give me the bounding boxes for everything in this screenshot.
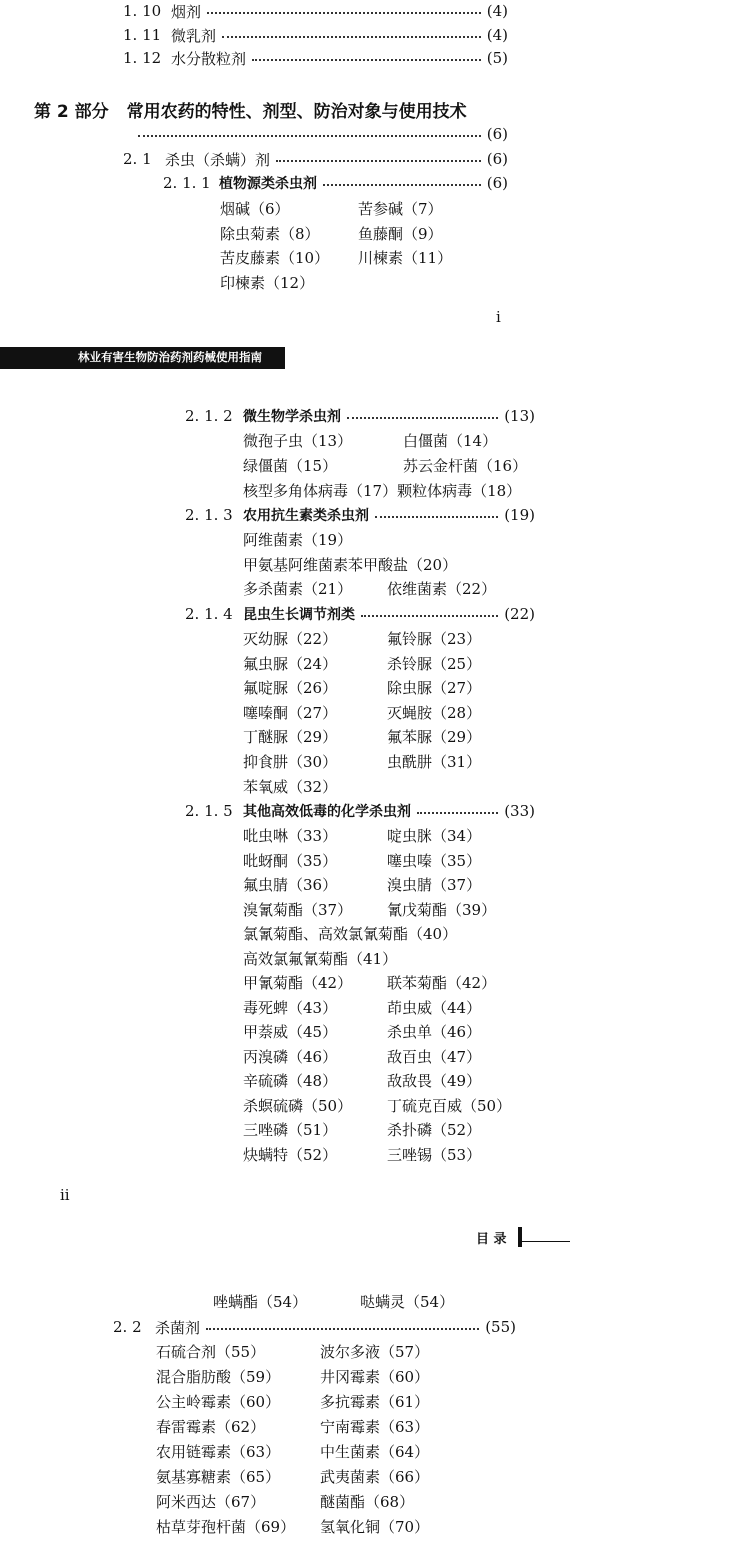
dot-leader [375,516,498,518]
toc-title: 微生物学杀虫剂 [243,409,341,425]
part2-page: (6) [486,125,508,143]
toc-entry: 白僵菌（14） [403,432,498,450]
toc-entry: 氟虫脲（24） [243,654,338,673]
toc-entry: 杀螟硫磷（50） [243,1096,353,1115]
toc-sec-2-1-4 [185,603,535,625]
part2-title: 常用农药的特性、剂型、防治对象与使用技术 [126,101,467,122]
toc-entry: 敌敌畏（49） [387,1072,482,1090]
dot-leader [417,812,498,814]
dot-leader [138,135,481,137]
toc-sec-2-1 [123,148,508,170]
toc-num: 1. 11 [123,26,162,44]
toc-entry: 联苯菊酯（42） [387,974,497,992]
toc-title: 杀菌剂 [155,1318,201,1337]
toc-part2-leader-row [138,123,508,145]
toc-entry: 氟苯脲（29） [387,728,482,747]
toc-page: (5) [486,49,508,67]
toc-entry: 三唑磷（51） [243,1121,338,1139]
dot-leader [276,160,481,162]
toc-entry: 吡蚜酮（35） [243,851,338,870]
toc-entry: 甲萘威（45） [243,1023,338,1041]
toc-sec-2-1-5 [185,800,535,822]
toc-title: 水分散粒剂 [171,49,247,68]
dot-leader [222,36,481,38]
toc-num: 2. 1. 5 [185,802,233,820]
dot-leader [206,1328,479,1330]
toc-entry: 核型多角体病毒（17）颗粒体病毒（18） [243,482,522,500]
dot-leader [252,59,481,61]
toc-entry: 川楝素（11） [358,249,453,267]
toc-entry: 依维菌素（22） [387,580,497,598]
toc-entry: 哒螨灵（54） [360,1293,455,1311]
toc-num: 1. 10 [123,2,162,20]
part2-label: 第 2 部分 [34,101,109,122]
toc-entry: 杀铃脲（25） [387,654,482,673]
toc-entry: 杀扑磷（52） [387,1121,482,1139]
toc-sec-2-1-3 [185,504,535,526]
toc-entry: 氯氰菊酯、高效氯氰菊酯（40） [243,925,458,943]
toc-page: (33) [504,802,535,820]
toc-title: 其他高效低毒的化学杀虫剂 [243,804,411,820]
toc-page: (4) [486,26,508,44]
toc-entry: 印楝素（12） [220,273,315,292]
toc-entry: 苏云金杆菌（16） [403,457,528,475]
toc-page: (19) [504,506,535,524]
toc-entry: 阿维菌素（19） [243,531,353,549]
toc-sec-2-2 [113,1316,516,1338]
toc-entry: 多杀菌素（21） [243,580,353,598]
toc-entry: 氟虫腈（36） [243,876,338,894]
toc-entry: 宁南霉素（63） [320,1418,430,1436]
toc-num: 2. 2 [113,1318,142,1336]
toc-title: 微乳剂 [171,26,217,45]
toc-entry: 氢氧化铜（70） [320,1518,430,1536]
toc-entry: 农用链霉素（63） [156,1443,281,1461]
toc-entry: 苯氧威（32） [243,777,338,796]
toc-entry: 鱼藤酮（9） [358,224,443,243]
dot-leader [207,12,481,14]
toc-page: (22) [504,605,535,623]
toc-title: 昆虫生长调节剂类 [243,607,355,623]
toc-entry: 氟啶脲（26） [243,679,338,698]
toc-entry: 烟碱（6） [220,200,290,218]
toc-entry: 混合脂肪酸（59） [156,1368,281,1386]
toc-num: 2. 1 [123,150,152,168]
toc-sec-2-1-1 [163,172,508,194]
toc-title: 植物源类杀虫剂 [219,176,317,192]
toc-entry: 灭幼脲（22） [243,630,338,648]
running-header-mark [518,1227,522,1247]
toc-page: (6) [486,174,508,192]
running-header-text: 林业有害生物防治药剂药械使用指南 [78,350,262,364]
toc-entry: 苦参碱（7） [358,200,443,218]
toc-entry: 高效氯氟氰菊酯（41） [243,949,398,968]
toc-num: 2. 1. 3 [185,506,233,524]
toc-entry: 春雷霉素（62） [156,1418,266,1436]
toc-num: 2. 1. 1 [163,174,211,192]
toc-entry: 多抗霉素（61） [320,1393,430,1411]
toc-entry: 灭蝇胺（28） [387,703,482,722]
toc-entry: 除虫脲（27） [387,679,482,698]
toc-entry: 辛硫磷（48） [243,1072,338,1090]
toc-entry: 阿米西达（67） [156,1493,266,1511]
toc-entry: 茚虫威（44） [387,998,482,1017]
running-header-rule [522,1241,570,1242]
toc-title: 农用抗生素类杀虫剂 [243,508,369,524]
toc-entry: 苦皮藤素（10） [220,249,330,267]
toc-entry: 枯草芽孢杆菌（69） [156,1518,296,1536]
toc-entry: 吡虫啉（33） [243,827,338,845]
running-header-toc: 目 录 [476,1232,507,1247]
toc-page: (6) [486,150,508,168]
toc-entry: 三唑锡（53） [387,1145,482,1164]
toc-sec-2-1-2 [185,405,535,427]
toc-entry: 武夷菌素（66） [320,1468,430,1486]
toc-entry: 井冈霉素（60） [320,1368,430,1386]
toc-entry: 微孢子虫（13） [243,432,353,450]
toc-num: 2. 1. 2 [185,407,233,425]
toc-entry: 除虫菊素（8） [220,224,320,243]
toc-entry: 噻嗪酮（27） [243,703,338,722]
toc-num: 2. 1. 4 [185,605,233,623]
toc-entry: 丁硫克百威（50） [387,1096,512,1115]
toc-entry: 波尔多液（57） [320,1343,430,1361]
toc-entry: 噻虫嗪（35） [387,851,482,870]
page-number-ii: ii [60,1186,70,1204]
page-number-i: i [496,308,501,326]
toc-row [123,47,508,69]
toc-entry: 抑食肼（30） [243,753,338,771]
toc-entry: 甲氰菊酯（42） [243,974,353,992]
toc-num: 1. 12 [123,49,162,67]
toc-entry: 溴氰菊酯（37） [243,900,353,919]
toc-entry: 石硫合剂（55） [156,1343,266,1361]
toc-title: 杀虫（杀螨）剂 [165,150,271,169]
dot-leader [347,417,498,419]
toc-row [123,24,508,46]
toc-page: (13) [504,407,535,425]
toc-entry: 公主岭霉素（60） [156,1393,281,1411]
toc-page: (4) [486,2,508,20]
toc-entry: 杀虫单（46） [387,1023,482,1041]
toc-entry: 丁醚脲（29） [243,728,338,747]
toc-entry: 毒死蜱（43） [243,998,338,1017]
toc-row [123,0,508,22]
toc-entry: 炔螨特（52） [243,1145,338,1164]
toc-entry: 绿僵菌（15） [243,457,338,475]
toc-entry: 氟铃脲（23） [387,630,482,648]
toc-title: 烟剂 [171,2,202,21]
toc-entry: 氨基寡糖素（65） [156,1468,281,1486]
toc-page: (55) [485,1318,516,1336]
toc-entry: 醚菌酯（68） [320,1493,415,1511]
toc-entry: 甲氨基阿维菌素苯甲酸盐（20） [243,555,458,574]
toc-entry: 溴虫腈（37） [387,876,482,894]
toc-entry: 氰戊菊酯（39） [387,900,497,919]
toc-entry: 丙溴磷（46） [243,1047,338,1066]
toc-entry: 敌百虫（47） [387,1047,482,1066]
toc-entry: 唑螨酯（54） [213,1293,308,1311]
toc-entry: 中生菌素（64） [320,1443,430,1461]
toc-entry: 虫酰肼（31） [387,753,482,771]
toc-entry: 啶虫脒（34） [387,827,482,845]
dot-leader [361,615,498,617]
dot-leader [323,184,481,186]
toc-part2-heading [34,98,509,120]
